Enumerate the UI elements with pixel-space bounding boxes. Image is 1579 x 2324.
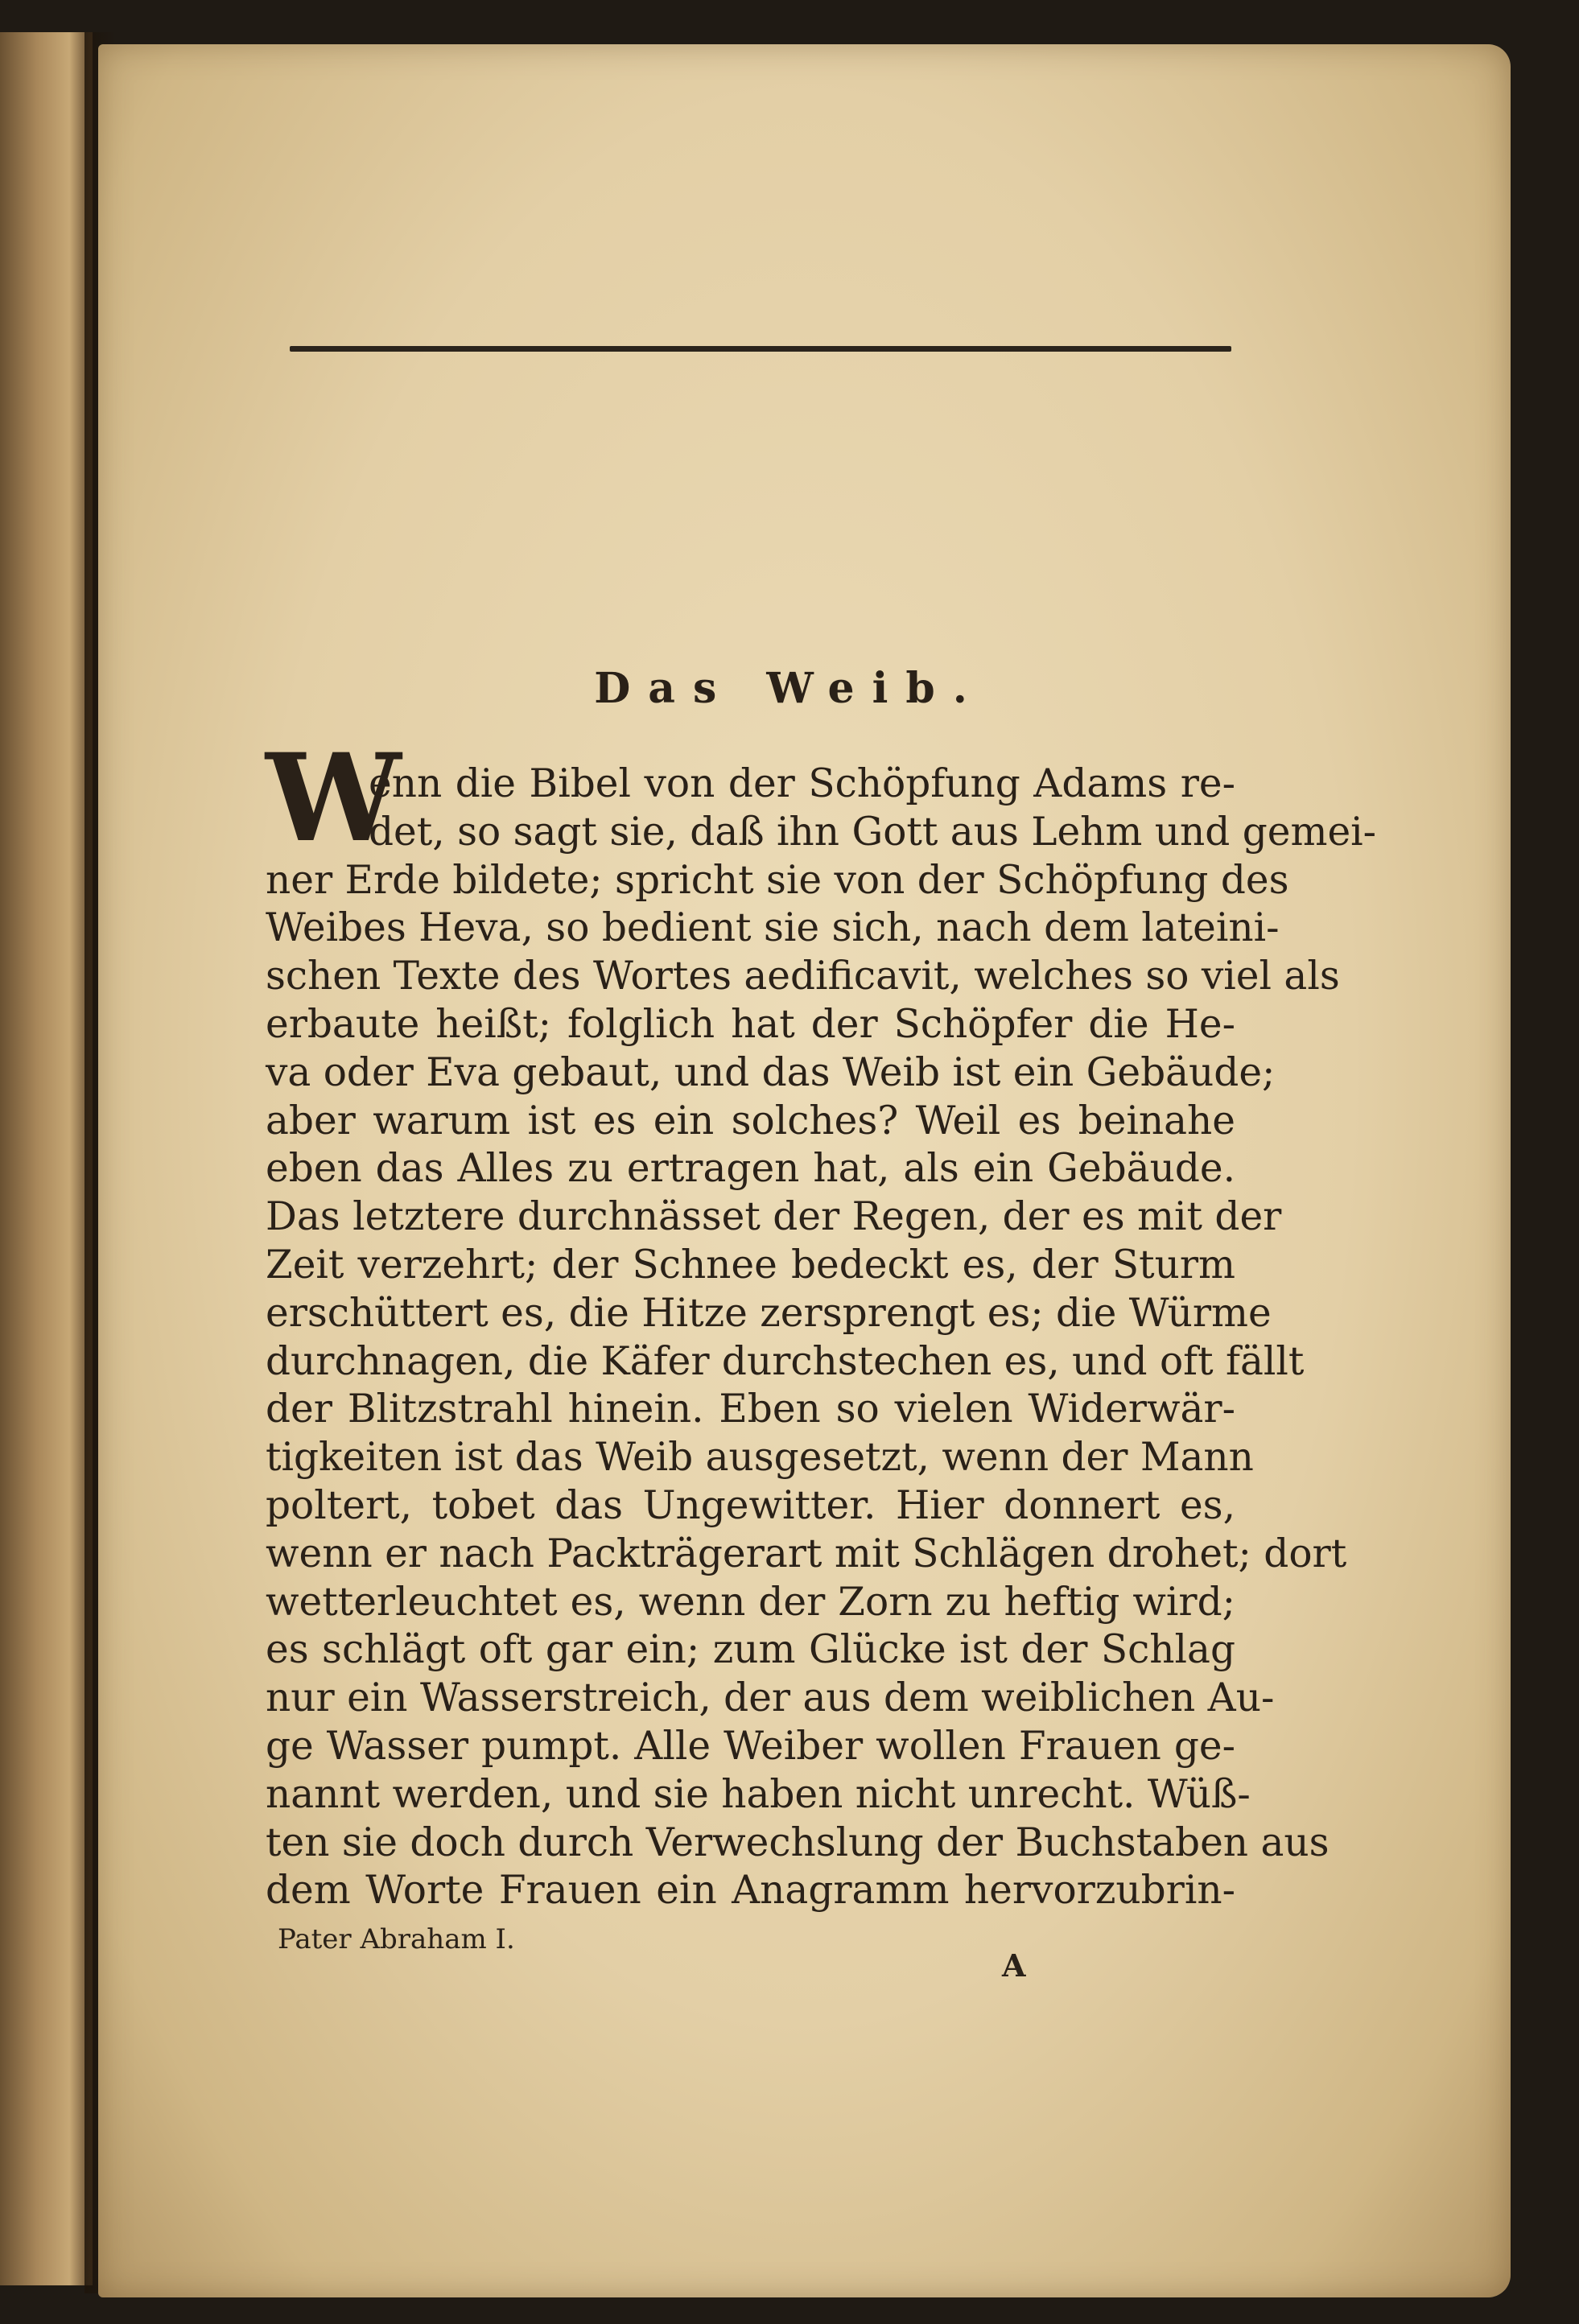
- text-line: wetterleuchtet es, wenn der Zorn zu heftig wird;: [266, 1579, 1235, 1625]
- left-page-edge: [0, 32, 93, 2285]
- text-line: Das letztere durchnässet der Regen, der es mit der: [266, 1194, 1282, 1240]
- text-line: tigkeiten ist das Weib ausgesetzt, wenn der Mann: [266, 1435, 1254, 1481]
- text-line: nannt werden, und sie haben nicht unrecht. Wüß-: [266, 1771, 1251, 1817]
- text-line: nur ein Wasserstreich, der aus dem weiblichen Au-: [266, 1675, 1275, 1721]
- text-line: dem Worte Frauen ein Anagramm hervorzubrin-: [266, 1868, 1235, 1914]
- drop-cap: W: [266, 727, 402, 869]
- text-line: poltert, tobet das Ungewitter. Hier donnert es,: [266, 1482, 1235, 1528]
- text-line: Weibes Heva, so bedient sie sich, nach dem lateini-: [266, 905, 1280, 951]
- text-line: ner Erde bildete; spricht sie von der Schöpfung des: [266, 857, 1289, 903]
- signature-mark: A: [1002, 1947, 1026, 1984]
- text-line: ten sie doch durch Verwechslung der Buchstaben aus: [266, 1819, 1330, 1865]
- chapter-heading: Das Weib.: [594, 664, 985, 713]
- text-line: enn die Bibel von der Schöpfung Adams re-: [369, 761, 1235, 806]
- text-line: va oder Eva gebaut, und das Weib ist ein Gebäude;: [266, 1049, 1276, 1095]
- text-line: eben das Alles zu ertragen hat, als ein Gebäude.: [266, 1146, 1235, 1192]
- body-text: [266, 727, 1377, 1915]
- text-line: es schlägt oft gar ein; zum Glücke ist der Schlag: [266, 1627, 1235, 1673]
- text-line: det, so sagt sie, daß ihn Gott aus Lehm und gemei-: [369, 809, 1377, 855]
- header-rule: [290, 346, 1231, 352]
- text-line: der Blitzstrahl hinein. Eben so vielen Widerwär-: [266, 1387, 1235, 1432]
- text-line: Zeit verzehrt; der Schnee bedeckt es, der Sturm: [266, 1242, 1235, 1288]
- text-line: erbaute heißt; folglich hat der Schöpfer die He-: [266, 1001, 1235, 1047]
- text-line: erschüttert es, die Hitze zersprengt es; die Würme: [266, 1290, 1272, 1336]
- text-line: schen Texte des Wortes aedificavit, welches so viel als: [266, 954, 1340, 999]
- text-line: aber warum ist es ein solches? Weil es beinahe: [266, 1098, 1235, 1143]
- text-line: ge Wasser pumpt. Alle Weiber wollen Frauen ge-: [266, 1723, 1235, 1769]
- running-footer: Pater Abraham I.: [278, 1923, 515, 1955]
- text-line: wenn er nach Packträgerart mit Schlägen drohet; dort: [266, 1531, 1347, 1576]
- text-line: durchnagen, die Käfer durchstechen es, und oft fällt: [266, 1338, 1305, 1384]
